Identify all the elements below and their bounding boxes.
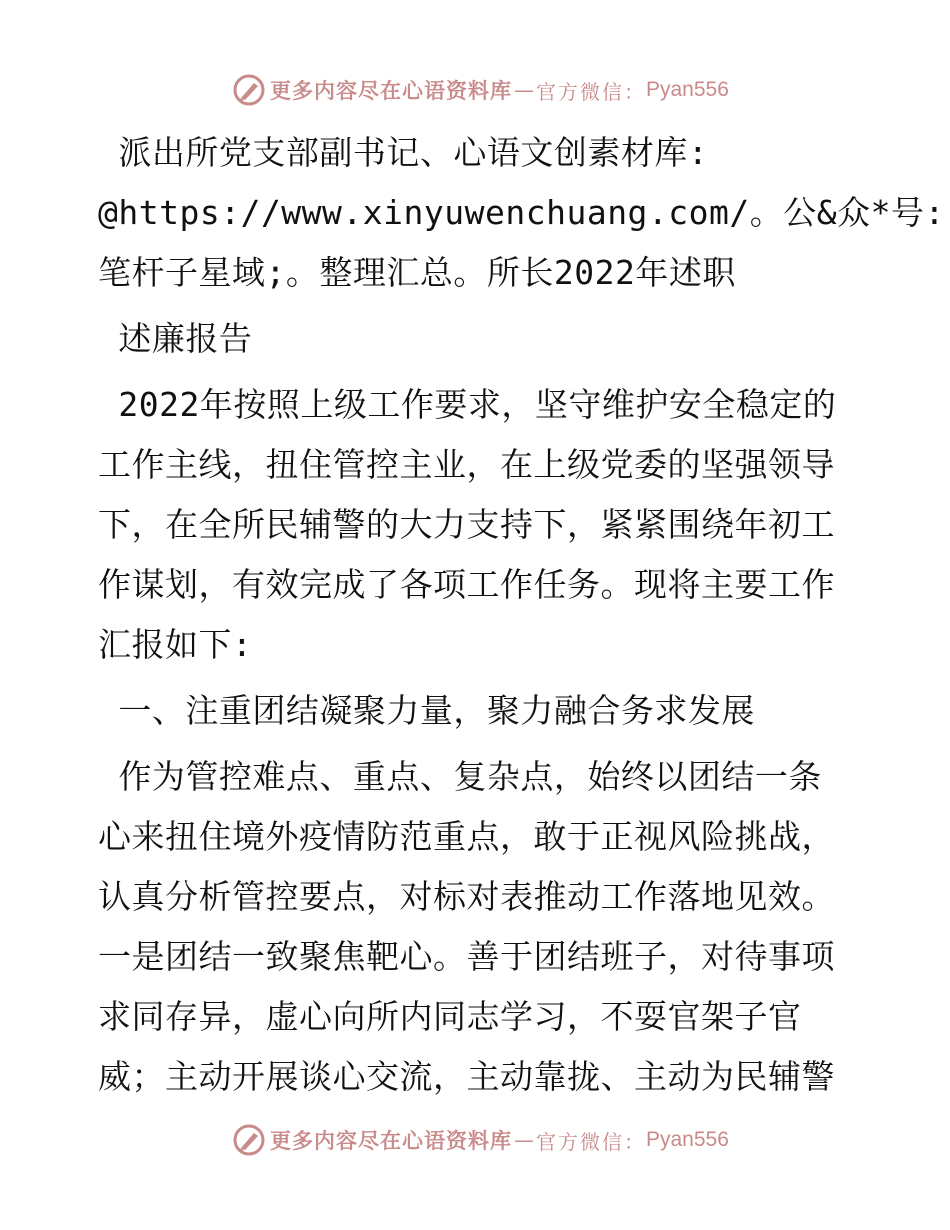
body-line: @https://www.xinyuwenchuang.com/。公&众*号: — [98, 193, 945, 232]
body-line: 述廉报告 — [98, 319, 253, 358]
pen-logo-icon — [232, 1123, 266, 1157]
document-body — [98, 123, 945, 1107]
body-line: 工作主线，扭住管控主业，在上级党委的坚强领导 — [98, 445, 835, 484]
watermark-footer — [232, 1120, 729, 1160]
body-line: 一是团结一致聚焦靶心。善于团结班子，对待事项 — [98, 937, 835, 976]
watermark-wechat-id: Pyan556 — [646, 78, 729, 101]
watermark-official-label: 官方微信： — [536, 1129, 646, 1154]
body-line: 汇报如下: — [98, 625, 253, 664]
body-line: 作为管控难点、重点、复杂点，始终以团结一条 — [98, 757, 822, 796]
watermark-text: 更多内容尽在心语资料库 — [270, 78, 512, 103]
watermark-dash: — — [514, 78, 534, 102]
body-line: 作谋划，有效完成了各项工作任务。现将主要工作 — [98, 565, 835, 604]
body-line: 心来扭住境外疫情防范重点，敢于正视风险挑战， — [98, 817, 835, 856]
watermark-official-label: 官方微信： — [536, 79, 646, 104]
body-line: 求同存异，虚心向所内同志学习，不耍官架子官 — [98, 997, 802, 1036]
watermark-text: 更多内容尽在心语资料库 — [270, 1128, 512, 1153]
watermark-dash: — — [514, 1128, 534, 1152]
body-line: 认真分析管控要点，对标对表推动工作落地见效。 — [98, 877, 835, 916]
section-heading: 一、注重团结凝聚力量，聚力融合务求发展 — [98, 691, 755, 730]
body-line: 威；主动开展谈心交流，主动靠拢、主动为民辅警 — [98, 1057, 835, 1096]
body-line: 笔杆子星域;。整理汇总。所长2022年述职 — [98, 253, 736, 292]
body-line: 2022年按照上级工作要求，坚守维护安全稳定的 — [98, 385, 837, 424]
body-line: 下，在全所民辅警的大力支持下，紧紧围绕年初工 — [98, 505, 835, 544]
watermark-wechat-id: Pyan556 — [646, 1128, 729, 1151]
pen-logo-icon — [232, 73, 266, 107]
body-line: 派出所党支部副书记、心语文创素材库: — [98, 133, 709, 172]
watermark-header — [232, 70, 729, 110]
